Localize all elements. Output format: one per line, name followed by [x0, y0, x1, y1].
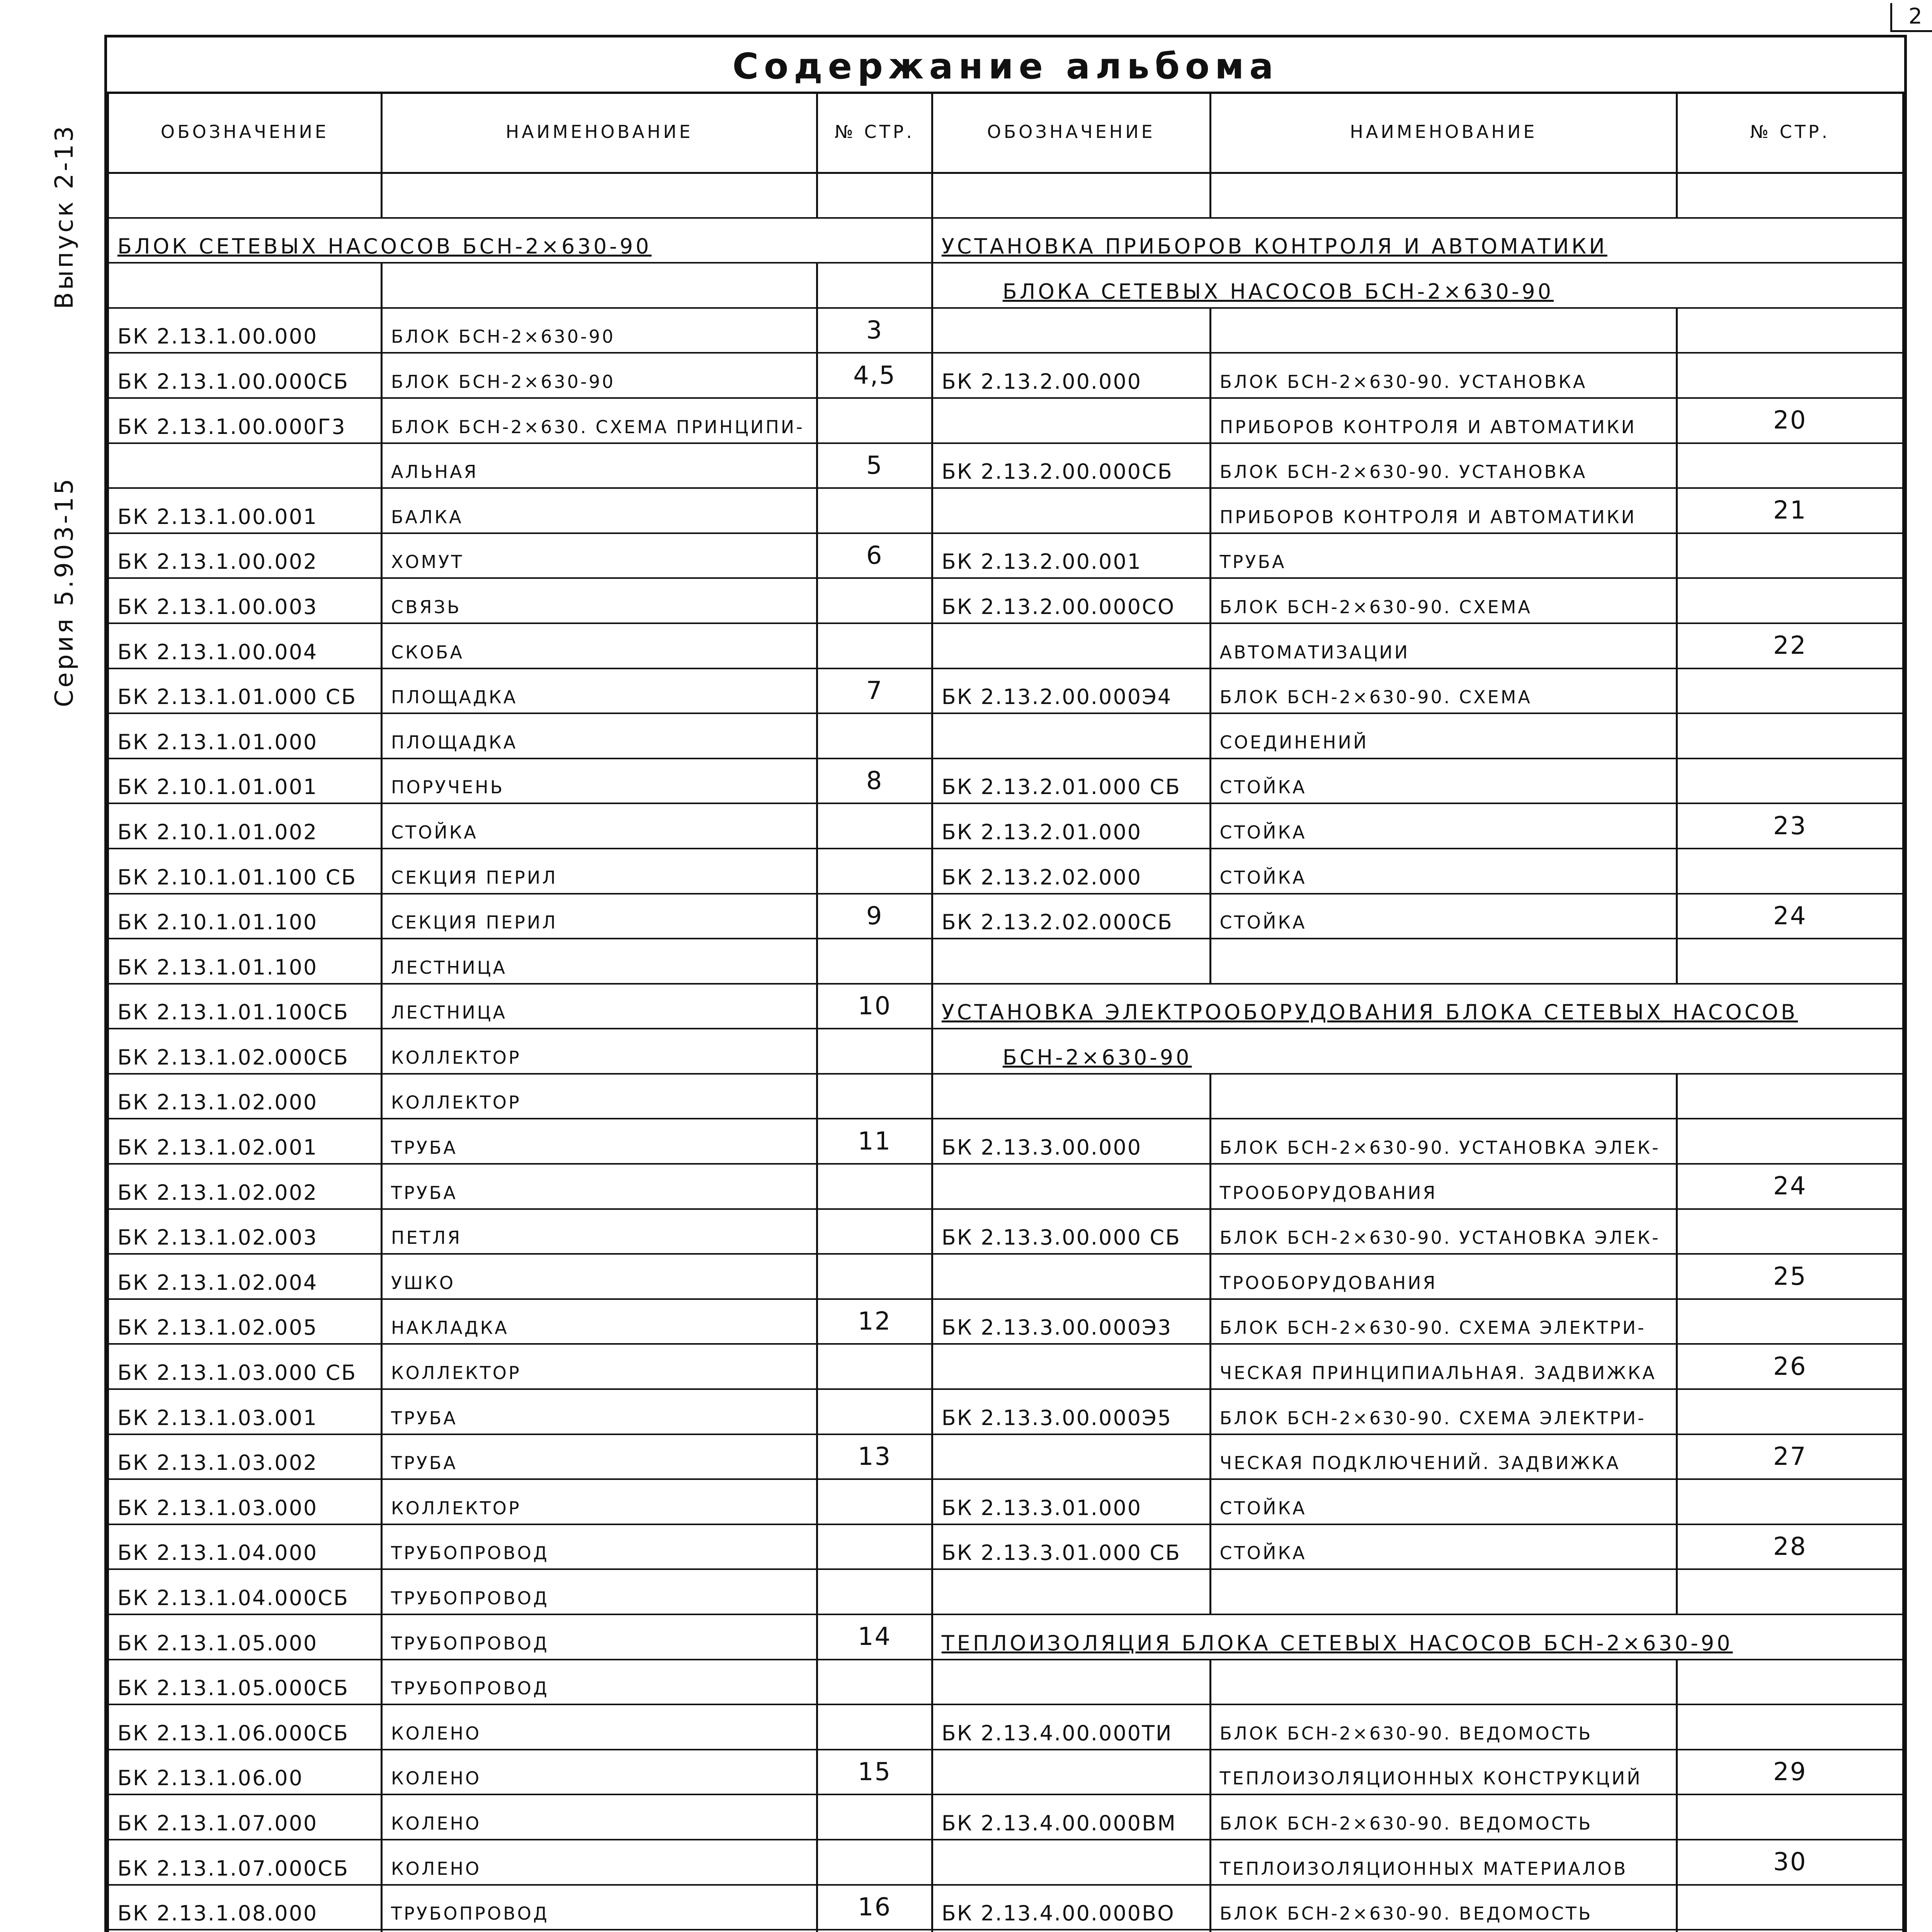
left-name-cell: СВЯЗЬ — [381, 578, 817, 623]
right-page-cell — [1677, 668, 1903, 714]
right-page-cell: 23 — [1677, 803, 1903, 849]
right-empty-cell — [1210, 173, 1677, 218]
left-code-cell: БК 2.13.1.03.002 — [108, 1434, 382, 1480]
left-name-cell — [381, 1930, 817, 1932]
right-name-cell: БЛОК БСН-2×630-90. СХЕМА — [1210, 668, 1677, 714]
right-page-cell — [1677, 308, 1903, 353]
left-name-cell: СЕКЦИЯ ПЕРИЛ — [381, 894, 817, 939]
page-number: 2 — [1890, 3, 1932, 32]
right-page-cell — [1677, 1794, 1903, 1840]
left-code-cell: БК 2.13.1.03.001 — [108, 1389, 382, 1434]
right-code-cell — [932, 398, 1210, 443]
table-row — [108, 173, 1903, 218]
left-page-cell — [817, 1074, 932, 1119]
right-name-cell: ТЕПЛОИЗОЛЯЦИОННЫХ МАТЕРИАЛОВ — [1210, 1840, 1677, 1885]
left-page-cell — [817, 1794, 932, 1840]
left-name-cell: ПЛОЩАДКА — [381, 668, 817, 714]
right-page-cell — [1677, 1119, 1903, 1164]
right-code-cell — [932, 1930, 1210, 1932]
left-name-cell: ТРУБА — [381, 1434, 817, 1480]
left-name-cell: КОЛЛЕКТОР — [381, 1029, 817, 1074]
right-page-cell — [1677, 849, 1903, 894]
right-code-cell: БК 2.13.2.00.000 — [932, 353, 1210, 398]
right-page-cell — [1677, 713, 1903, 759]
right-name-cell: СТОЙКА — [1210, 849, 1677, 894]
right-code-cell: БК 2.13.3.01.000 — [932, 1479, 1210, 1524]
left-code-cell: БК 2.13.1.01.000 — [108, 713, 382, 759]
issue-label: Выпуск 2-13 — [50, 124, 79, 309]
left-empty-cell — [817, 263, 932, 308]
table-row — [108, 578, 1903, 623]
left-code-cell — [108, 443, 382, 488]
right-empty-cell — [1677, 1569, 1903, 1614]
right-name-cell: СТОЙКА — [1210, 803, 1677, 849]
right-code-cell — [932, 1254, 1210, 1299]
right-section-heading: УСТАНОВКА ЭЛЕКТРООБОРУДОВАНИЯ БЛОКА СЕТЕВЫХ НАСОСОВ — [932, 984, 1903, 1029]
left-page-cell: 14 — [817, 1614, 932, 1660]
right-section-heading: ТЕПЛОИЗОЛЯЦИЯ БЛОКА СЕТЕВЫХ НАСОСОВ БСН-2×630-90 — [932, 1614, 1903, 1660]
right-name-cell: БЛОК БСН-2×630-90. УСТАНОВКА ЭЛЕК- — [1210, 1119, 1677, 1164]
right-page-cell: 24 — [1677, 894, 1903, 939]
right-code-cell — [932, 1750, 1210, 1795]
table-row — [108, 1660, 1903, 1705]
left-empty-cell — [381, 173, 817, 218]
right-code-cell — [932, 1434, 1210, 1480]
table-row — [108, 759, 1903, 804]
right-page-cell — [1677, 353, 1903, 398]
table-row — [108, 488, 1903, 533]
right-empty-cell — [1677, 939, 1903, 984]
right-code-cell: БК 2.13.2.00.000Э4 — [932, 668, 1210, 714]
left-name-cell: ХОМУТ — [381, 533, 817, 578]
right-code-cell — [932, 1840, 1210, 1885]
table-row — [108, 218, 1903, 263]
right-page-cell: 27 — [1677, 1434, 1903, 1480]
left-code-cell: БК 2.13.1.00.000СБ — [108, 353, 382, 398]
header-code: ОБОЗНАЧЕНИЕ — [932, 92, 1210, 173]
left-name-cell: ЛЕСТНИЦА — [381, 939, 817, 984]
right-page-cell — [1677, 443, 1903, 488]
left-page-cell — [817, 1164, 932, 1209]
header-code: ОБОЗНАЧЕНИЕ — [108, 92, 382, 173]
right-empty-cell — [932, 1074, 1210, 1119]
right-name-cell: БЛОК БСН-2×630-90. УСТАНОВКА — [1210, 353, 1677, 398]
table-row — [108, 984, 1903, 1029]
right-page-cell: 21 — [1677, 488, 1903, 533]
left-name-cell: КОЛЕНО — [381, 1840, 817, 1885]
left-page-cell — [817, 1479, 932, 1524]
right-code-cell — [932, 713, 1210, 759]
left-code-cell: БК 2.13.1.08.000 — [108, 1885, 382, 1930]
table-row — [108, 1434, 1903, 1480]
left-page-cell — [817, 1029, 932, 1074]
table-row — [108, 713, 1903, 759]
right-name-cell: БЛОК БСН-2×630-90. СХЕМА ЭЛЕКТРИ- — [1210, 1389, 1677, 1434]
left-code-cell: БК 2.13.1.05.000 — [108, 1614, 382, 1660]
left-name-cell: БЛОК БСН-2×630-90 — [381, 308, 817, 353]
left-page-cell: 5 — [817, 443, 932, 488]
left-name-cell: ПЕТЛЯ — [381, 1209, 817, 1254]
right-section-heading: БЛОКА СЕТЕВЫХ НАСОСОВ БСН-2×630-90 — [932, 263, 1903, 308]
left-name-cell: КОЛЕНО — [381, 1750, 817, 1795]
left-page-cell — [817, 1840, 932, 1885]
left-name-cell: НАКЛАДКА — [381, 1299, 817, 1344]
left-name-cell: БЛОК БСН-2×630. СХЕМА ПРИНЦИПИ- — [381, 398, 817, 443]
right-page-cell — [1677, 533, 1903, 578]
right-name-cell: СТОЙКА — [1210, 1479, 1677, 1524]
left-name-cell: ТРУБОПРОВОД — [381, 1614, 817, 1660]
table-row — [108, 1930, 1903, 1932]
left-code-cell: БК 2.13.1.02.004 — [108, 1254, 382, 1299]
left-code-cell: БК 2.10.1.01.002 — [108, 803, 382, 849]
header-name: НАИМЕНОВАНИЕ — [1210, 92, 1677, 173]
left-code-cell: БК 2.13.1.00.003 — [108, 578, 382, 623]
left-code-cell: БК 2.13.1.00.000 — [108, 308, 382, 353]
right-page-cell: 30 — [1677, 1840, 1903, 1885]
right-empty-cell — [932, 939, 1210, 984]
table-row — [108, 443, 1903, 488]
table-row — [108, 1344, 1903, 1389]
left-code-cell: БК 2.13.1.01.000 СБ — [108, 668, 382, 714]
left-name-cell: ТРУБА — [381, 1119, 817, 1164]
left-name-cell: СКОБА — [381, 623, 817, 668]
left-code-cell: БК 2.13.1.01.100СБ — [108, 984, 382, 1029]
left-page-cell — [817, 488, 932, 533]
right-code-cell: БК 2.13.2.00.001 — [932, 533, 1210, 578]
left-code-cell: БК 2.10.1.01.100 — [108, 894, 382, 939]
left-name-cell: СТОЙКА — [381, 803, 817, 849]
right-name-cell: БЛОК БСН-2×630-90. СХЕМА ЭЛЕКТРИ- — [1210, 1299, 1677, 1344]
right-code-cell — [932, 308, 1210, 353]
right-name-cell: ПРИБОРОВ КОНТРОЛЯ И АВТОМАТИКИ — [1210, 488, 1677, 533]
table-row — [108, 1569, 1903, 1614]
right-name-cell: ТРООБОРУДОВАНИЯ — [1210, 1164, 1677, 1209]
right-name-cell: ТРУБА — [1210, 533, 1677, 578]
right-empty-cell — [932, 173, 1210, 218]
table-row — [108, 849, 1903, 894]
left-name-cell: ПЛОЩАДКА — [381, 713, 817, 759]
left-code-cell: БК 2.13.1.02.003 — [108, 1209, 382, 1254]
right-name-cell: СОЕДИНЕНИЙ — [1210, 713, 1677, 759]
left-page-cell: 12 — [817, 1299, 932, 1344]
left-page-cell — [817, 1930, 932, 1932]
right-name-cell: ЧЕСКАЯ ПРИНЦИПИАЛЬНАЯ. ЗАДВИЖКА — [1210, 1344, 1677, 1389]
right-empty-cell — [1677, 1660, 1903, 1705]
series-label: Серия 5.903-15 — [50, 476, 79, 707]
left-code-cell: БК 2.13.1.04.000СБ — [108, 1569, 382, 1614]
left-page-cell — [817, 1524, 932, 1570]
right-page-cell — [1677, 1299, 1903, 1344]
right-code-cell: БК 2.13.2.00.000СО — [932, 578, 1210, 623]
left-name-cell: ТРУБА — [381, 1389, 817, 1434]
left-page-cell: 3 — [817, 308, 932, 353]
left-page-cell: 13 — [817, 1434, 932, 1480]
right-code-cell — [932, 1344, 1210, 1389]
right-page-cell: 22 — [1677, 623, 1903, 668]
right-code-cell: БК 2.13.3.00.000Э3 — [932, 1299, 1210, 1344]
right-name-cell: ПРИБОРОВ КОНТРОЛЯ И АВТОМАТИКИ — [1210, 398, 1677, 443]
left-page-cell — [817, 623, 932, 668]
left-code-cell: БК 2.10.1.01.100 СБ — [108, 849, 382, 894]
right-name-cell: ТЕПЛОИЗОЛЯЦИОННЫХ КОНСТРУКЦИЙ — [1210, 1750, 1677, 1795]
table-row — [108, 263, 1903, 308]
left-page-cell: 16 — [817, 1885, 932, 1930]
right-page-cell — [1677, 1209, 1903, 1254]
left-empty-cell — [817, 173, 932, 218]
table-row — [108, 1524, 1903, 1570]
right-code-cell: БК 2.13.3.00.000 СБ — [932, 1209, 1210, 1254]
right-name-cell: БЛОК БСН-2×630-90. УСТАНОВКА ЭЛЕК- — [1210, 1209, 1677, 1254]
right-name-cell: БЛОК БСН-2×630-90. ВЕДОМОСТЬ — [1210, 1704, 1677, 1750]
left-name-cell: ТРУБОПРОВОД — [381, 1885, 817, 1930]
right-page-cell — [1677, 1930, 1903, 1932]
table-row — [108, 533, 1903, 578]
right-code-cell: БК 2.13.4.00.000ВМ — [932, 1794, 1210, 1840]
right-empty-cell — [1210, 1660, 1677, 1705]
table-row — [108, 1119, 1903, 1164]
right-page-cell — [1677, 1479, 1903, 1524]
left-name-cell: КОЛЕНО — [381, 1704, 817, 1750]
left-code-cell: БК 2.13.1.00.001 — [108, 488, 382, 533]
table-row — [108, 939, 1903, 984]
left-name-cell: ТРУБОПРОВОД — [381, 1569, 817, 1614]
left-name-cell: БЛОК БСН-2×630-90 — [381, 353, 817, 398]
right-page-cell: 26 — [1677, 1344, 1903, 1389]
left-name-cell: АЛЬНАЯ — [381, 443, 817, 488]
left-page-cell: 9 — [817, 894, 932, 939]
left-name-cell: БАЛКА — [381, 488, 817, 533]
header-page: № СТР. — [1677, 92, 1903, 173]
left-page-cell — [817, 1704, 932, 1750]
table-row — [108, 1299, 1903, 1344]
right-name-cell: БЛОК БСН-2×630-90. СХЕМА — [1210, 578, 1677, 623]
left-code-cell: БК 2.13.1.02.000СБ — [108, 1029, 382, 1074]
right-name-cell: ЧЕСКАЯ ПОДКЛЮЧЕНИЙ. ЗАДВИЖКА — [1210, 1434, 1677, 1480]
right-code-cell: БК 2.13.3.00.000Э5 — [932, 1389, 1210, 1434]
right-empty-cell — [1210, 1074, 1677, 1119]
right-code-cell: БК 2.13.2.01.000 СБ — [932, 759, 1210, 804]
right-empty-cell — [1677, 1074, 1903, 1119]
album-contents-title: Содержание альбома — [107, 37, 1904, 94]
left-code-cell: БК 2.13.1.04.000 — [108, 1524, 382, 1570]
left-name-cell: ПОРУЧЕНЬ — [381, 759, 817, 804]
left-code-cell: БК 2.13.1.07.000 — [108, 1794, 382, 1840]
left-page-cell: 4,5 — [817, 353, 932, 398]
left-name-cell: КОЛЕНО — [381, 1794, 817, 1840]
right-page-cell — [1677, 1389, 1903, 1434]
right-name-cell: БЛОК БСН-2×630-90. ВЕДОМОСТЬ — [1210, 1794, 1677, 1840]
right-page-cell — [1677, 578, 1903, 623]
table-row — [108, 308, 1903, 353]
right-name-cell: СТОЙКА — [1210, 759, 1677, 804]
right-page-cell — [1677, 1704, 1903, 1750]
table-row — [108, 1614, 1903, 1660]
left-name-cell: КОЛЛЕКТОР — [381, 1344, 817, 1389]
right-page-cell: 20 — [1677, 398, 1903, 443]
right-name-cell: БЛОК БСН-2×630-90. ВЕДОМОСТЬ — [1210, 1885, 1677, 1930]
right-name-cell — [1210, 308, 1677, 353]
right-name-cell: БЛОК БСН-2×630-90. УСТАНОВКА — [1210, 443, 1677, 488]
right-code-cell: БК 2.13.2.02.000СБ — [932, 894, 1210, 939]
table-row — [108, 1389, 1903, 1434]
table-row — [108, 1794, 1903, 1840]
right-name-cell: АВТОМАТИЗАЦИИ — [1210, 623, 1677, 668]
left-page-cell — [817, 1389, 932, 1434]
left-code-cell: БК 2.13.1.02.002 — [108, 1164, 382, 1209]
right-page-cell: 25 — [1677, 1254, 1903, 1299]
left-code-cell: БК 2.13.1.00.002 — [108, 533, 382, 578]
left-empty-cell — [108, 173, 382, 218]
table-row — [108, 1254, 1903, 1299]
right-code-cell — [932, 488, 1210, 533]
right-section-heading: БСН-2×630-90 — [932, 1029, 1903, 1074]
left-page-cell — [817, 398, 932, 443]
left-page-cell: 10 — [817, 984, 932, 1029]
right-name-cell — [1210, 1930, 1677, 1932]
right-code-cell — [932, 1164, 1210, 1209]
side-labels — [50, 124, 97, 746]
right-empty-cell — [932, 1569, 1210, 1614]
left-code-cell: БК 2.13.1.06.000СБ — [108, 1704, 382, 1750]
table-row — [108, 1029, 1903, 1074]
left-code-cell: БК 2.13.1.03.000 СБ — [108, 1344, 382, 1389]
right-name-cell: СТОЙКА — [1210, 1524, 1677, 1570]
right-empty-cell — [932, 1660, 1210, 1705]
left-code-cell: БК 2.13.1.01.100 — [108, 939, 382, 984]
left-code-cell: БК 2.13.1.07.000СБ — [108, 1840, 382, 1885]
header-row — [108, 92, 1903, 173]
left-code-cell: БК 2.13.1.05.000СБ — [108, 1660, 382, 1705]
right-code-cell: БК 2.13.2.02.000 — [932, 849, 1210, 894]
left-page-cell: 6 — [817, 533, 932, 578]
table-row — [108, 1209, 1903, 1254]
left-code-cell: БК 2.13.1.00.000Г3 — [108, 398, 382, 443]
left-page-cell — [817, 1660, 932, 1705]
header-name: НАИМЕНОВАНИЕ — [381, 92, 817, 173]
right-empty-cell — [1210, 939, 1677, 984]
right-section-heading: УСТАНОВКА ПРИБОРОВ КОНТРОЛЯ И АВТОМАТИКИ — [932, 218, 1903, 263]
left-code-cell: БК 2.13.1.06.00 — [108, 1750, 382, 1795]
left-name-cell: ТРУБОПРОВОД — [381, 1660, 817, 1705]
table-row — [108, 1164, 1903, 1209]
left-code-cell — [108, 1930, 382, 1932]
left-page-cell — [817, 1344, 932, 1389]
right-code-cell: БК 2.13.3.00.000 — [932, 1119, 1210, 1164]
left-page-cell — [817, 713, 932, 759]
table-row — [108, 353, 1903, 398]
left-code-cell: БК 2.10.1.01.001 — [108, 759, 382, 804]
left-code-cell: БК 2.13.1.02.000 — [108, 1074, 382, 1119]
right-code-cell: БК 2.13.4.00.000ТИ — [932, 1704, 1210, 1750]
left-page-cell — [817, 939, 932, 984]
left-page-cell — [817, 849, 932, 894]
left-page-cell: 11 — [817, 1119, 932, 1164]
right-code-cell: БК 2.13.4.00.000ВО — [932, 1885, 1210, 1930]
right-page-cell: 29 — [1677, 1750, 1903, 1795]
left-name-cell: ТРУБА — [381, 1164, 817, 1209]
left-name-cell: СЕКЦИЯ ПЕРИЛ — [381, 849, 817, 894]
table-row — [108, 668, 1903, 714]
left-code-cell: БК 2.13.1.02.005 — [108, 1299, 382, 1344]
right-code-cell: БК 2.13.2.00.000СБ — [932, 443, 1210, 488]
left-page-cell — [817, 578, 932, 623]
right-page-cell: 24 — [1677, 1164, 1903, 1209]
left-page-cell: 8 — [817, 759, 932, 804]
table-row — [108, 894, 1903, 939]
table-row — [108, 398, 1903, 443]
right-name-cell: ТРООБОРУДОВАНИЯ — [1210, 1254, 1677, 1299]
contents-table — [107, 92, 1904, 1932]
left-empty-cell — [108, 263, 382, 308]
right-code-cell: БК 2.13.2.01.000 — [932, 803, 1210, 849]
left-name-cell: ЛЕСТНИЦА — [381, 984, 817, 1029]
left-code-cell: БК 2.13.1.02.001 — [108, 1119, 382, 1164]
left-name-cell: УШКО — [381, 1254, 817, 1299]
right-code-cell — [932, 623, 1210, 668]
table-row — [108, 1074, 1903, 1119]
table-row — [108, 1704, 1903, 1750]
right-page-cell — [1677, 1885, 1903, 1930]
right-name-cell: СТОЙКА — [1210, 894, 1677, 939]
right-empty-cell — [1210, 1569, 1677, 1614]
left-page-cell — [817, 1569, 932, 1614]
left-page-cell — [817, 1254, 932, 1299]
left-name-cell: КОЛЛЕКТОР — [381, 1074, 817, 1119]
left-name-cell: ТРУБОПРОВОД — [381, 1524, 817, 1570]
table-row — [108, 803, 1903, 849]
left-page-cell — [817, 803, 932, 849]
table-row — [108, 1885, 1903, 1930]
left-section-heading: БЛОК СЕТЕВЫХ НАСОСОВ БСН-2×630-90 — [108, 218, 932, 263]
left-page-cell — [817, 1209, 932, 1254]
header-page: № СТР. — [817, 92, 932, 173]
left-page-cell: 15 — [817, 1750, 932, 1795]
right-page-cell — [1677, 759, 1903, 804]
table-row — [108, 1840, 1903, 1885]
table-row — [108, 1750, 1903, 1795]
left-empty-cell — [381, 263, 817, 308]
table-row — [108, 623, 1903, 668]
right-page-cell: 28 — [1677, 1524, 1903, 1570]
left-code-cell: БК 2.13.1.03.000 — [108, 1479, 382, 1524]
left-code-cell: БК 2.13.1.00.004 — [108, 623, 382, 668]
contents-sheet — [104, 35, 1907, 1932]
right-empty-cell — [1677, 173, 1903, 218]
right-code-cell: БК 2.13.3.01.000 СБ — [932, 1524, 1210, 1570]
table-row — [108, 1479, 1903, 1524]
left-name-cell: КОЛЛЕКТОР — [381, 1479, 817, 1524]
left-page-cell: 7 — [817, 668, 932, 714]
